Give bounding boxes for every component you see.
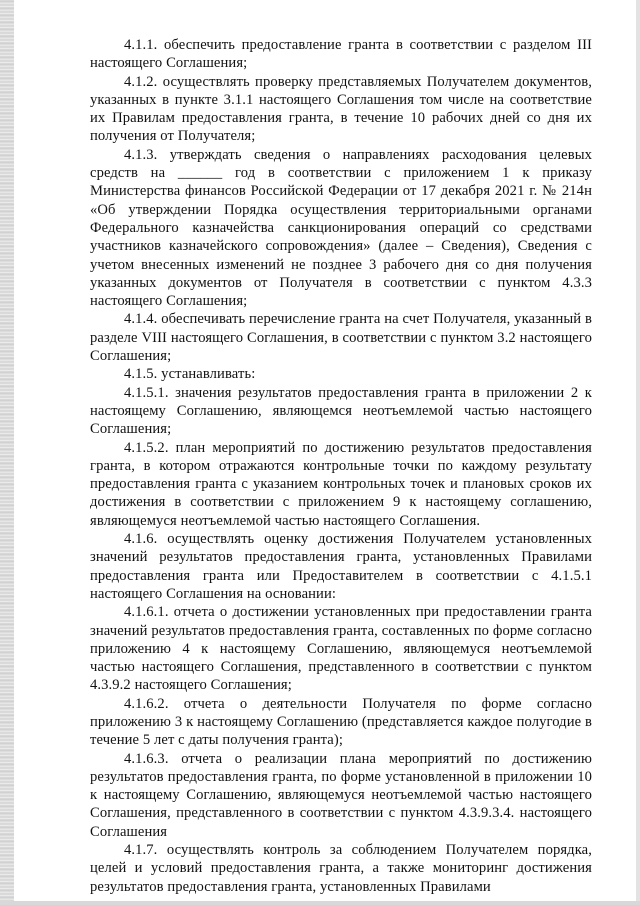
document-page	[90, 36, 592, 896]
paragraph-4-1-6-2: 4.1.6.2. отчета о деятельности Получателя по форме согласно приложению 3 к настоящему Соглашению (представляется каждое полугодие в течение 5 лет с даты получения гранта);	[90, 695, 592, 749]
paragraph-4-1-5-2: 4.1.5.2. план мероприятий по достижению результатов предоставления гранта, в котором отражаются контрольные точки по каждому результату предоставления гранта с указанием контрольных точек и плановых сроков их достижения в соответствии с приложением 9 к настоящему соглашению, являющемуся неотъемлемой частью настоящего Соглашения.	[90, 439, 592, 529]
paragraph-4-1-5: 4.1.5. устанавливать:	[124, 366, 256, 383]
paragraph-4-1-4: 4.1.4. обеспечивать перечисление гранта на счет Получателя, указанный в разделе VIII настоящего Соглашения, в соответствии с пунктом 3.2 настоящего Соглашения;	[90, 311, 592, 365]
scan-bottom-edge	[0, 901, 640, 905]
paragraph-4-1-3: 4.1.3. утверждать сведения о направлениях расходования целевых средств на ______ год в соответствии с приложением 1 к приказу Министерства финансов Российской Федерации от 17 декабря 2021 г. № 214н «Об утверждении Порядка осуществления территориальными органами Федерального казначейства санкционирования операций со средствами участников казначейского сопровождения» (далее – Сведения), Сведения с учетом внесенных изменений не позднее 3 рабочего дня со дня получения указанных документов от Получателя в соответствии с пунктом 4.3.3 настоящего Соглашения;	[90, 146, 592, 310]
paragraph-4-1-5-1: 4.1.5.1. значения результатов предоставления гранта в приложении 2 к настоящему Соглашению, являющемся неотъемлемой частью настоящего Соглашения;	[90, 384, 592, 438]
paragraph-4-1-6: 4.1.6. осуществлять оценку достижения Получателем установленных значений результатов предоставления гранта, установленных Правилами предоставления гранта или Предоставителем в соответствии с 4.1.5.1 настоящего Соглашения на основании:	[90, 531, 592, 602]
scan-left-edge	[0, 0, 14, 905]
paragraph-4-1-1: 4.1.1. обеспечить предоставление гранта в соответствии с разделом III настоящего Соглашения;	[90, 37, 592, 72]
paragraph-4-1-7: 4.1.7. осуществлять контроль за соблюдением Получателем порядка, целей и условий предоставления гранта, а также мониторинг достижения результатов предоставления гранта, установленных Правилами	[90, 842, 592, 895]
paragraph-4-1-6-3: 4.1.6.3. отчета о реализации плана мероприятий по достижению результатов предоставления гранта, по форме установленной в приложении 10 к настоящему Соглашению, являющемуся неотъемлемой частью настоящего Соглашения, представленного в соответствии с пунктом 4.3.9.3.4. настоящего Соглашения	[90, 750, 592, 840]
paragraph-4-1-2: 4.1.2. осуществлять проверку представляемых Получателем документов, указанных в пункте 3.1.1 настоящего Соглашения том числе на соответствие их Правилам предоставления гранта, в течение 10 рабочих дней со дня их получения от Получателя;	[90, 73, 592, 145]
paragraph-4-1-6-1: 4.1.6.1. отчета о достижении установленных при предоставлении гранта значений результатов предоставления гранта, составленных по форме согласно приложению 4 к настоящему Соглашению, являющемуся неотъемлемой частью настоящего Соглашения, представленного в соответствии с пунктом 4.3.9.2 настоящего Соглашения;	[90, 604, 592, 694]
scan-right-edge	[636, 0, 640, 905]
